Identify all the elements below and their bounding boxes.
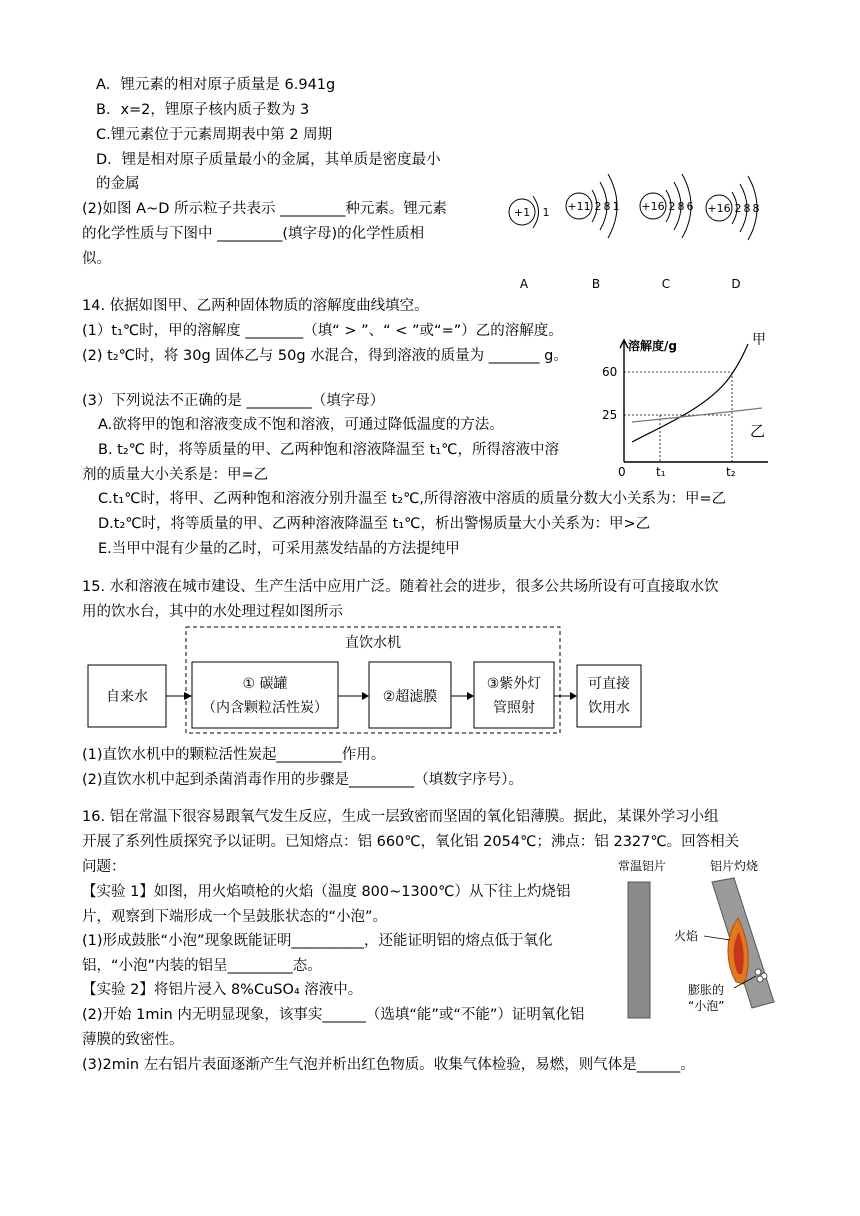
atom-b-nucleus: +11: [567, 200, 591, 213]
fig-label-burning: 铝片灼烧: [710, 859, 759, 873]
atom-b-shell1: 2: [594, 200, 602, 213]
curve-yi: [632, 408, 762, 422]
q13-sub2-line2: 的化学性质与下图中 _________(填字母)的化学性质相: [82, 226, 425, 242]
atom-a-shell1: 1: [542, 206, 550, 219]
q16-exp1-line2: 片，观察到下端形成一个呈鼓胀状态的“小泡”。: [82, 909, 388, 925]
q14-sub2: (2) t₂℃时，将 30g 固体乙与 50g 水混合，得到溶液的质量为 _______ g。: [82, 348, 568, 364]
q14-option-b: B. t₂℃ 时，将等质量的甲、乙两种饱和溶液降温至 t₁℃，所得溶液中溶: [98, 442, 559, 458]
ytick-60: 60: [602, 365, 618, 379]
aluminum-foil-figure: [614, 852, 794, 1032]
atom-c-shell3: 6: [686, 200, 694, 213]
chart-origin: 0: [618, 465, 626, 478]
xtick-t1: t₁: [656, 465, 666, 478]
atom-c-shell2: 8: [677, 200, 685, 213]
atom-a-nucleus: +1: [513, 206, 531, 219]
q16-sub2-line1: (2)开始 1min 内无明显现象，该事实______（选填“能”或“不能”）证明氧化铝: [82, 1007, 585, 1023]
atom-c-label: C: [661, 277, 671, 291]
q16-exp2: 【实验 2】将铝片浸入 8%CuSO₄ 溶液中。: [82, 982, 363, 998]
atom-d-label: D: [731, 277, 741, 291]
flow-step1-title: ① 碳罐: [242, 676, 288, 692]
q14-stem: 14. 依据如图甲、乙两种固体物质的溶解度曲线填空。: [82, 298, 429, 314]
q14-option-d: D.t₂℃时，将等质量的甲、乙两种溶液降温至 t₁℃，析出警惕质量大小关系为：甲>乙: [98, 516, 651, 532]
q14-option-a: A.欲将甲的饱和溶液变成不饱和溶液，可通过降低温度的方法。: [98, 417, 504, 433]
q15-stem-line1: 15. 水和溶液在城市建设、生产生活中应用广泛。随着社会的进步，很多公共场所设有可直接取水饮: [82, 579, 719, 595]
q14-option-c: C.t₁℃时，将甲、乙两种饱和溶液分别升温至 t₂℃,所得溶液中溶质的质量分数大小关系为：甲=乙: [98, 491, 727, 507]
q14-option-e: E.当甲中混有少量的乙时，可采用蒸发结晶的方法提纯甲: [98, 541, 460, 557]
flow-step2: ②超滤膜: [382, 689, 438, 705]
q13-sub2-line3: 似。: [82, 251, 111, 267]
q13-option-a: A．锂元素的相对原子质量是 6.941g: [96, 77, 336, 93]
q13-option-d: D．锂是相对原子质量最小的金属，其单质是密度最小: [96, 152, 441, 168]
q16-sub2-line2: 薄膜的致密性。: [82, 1032, 184, 1048]
q15-stem-line2: 用的饮水台，其中的水处理过程如图所示: [82, 604, 343, 620]
atom-d-shell3: 8: [752, 202, 760, 215]
atom-b-shell2: 8: [603, 200, 611, 213]
fig-label-room-temp: 常温铝片: [618, 859, 667, 873]
solubility-chart: [592, 326, 780, 478]
q16-exp1-line1: 【实验 1】如图，用火焰喷枪的火焰（温度 800~1300℃）从下往上灼烧铝: [82, 884, 571, 900]
atom-a-label: A: [519, 277, 529, 291]
q16-sub1-line1: (1)形成鼓胀“小泡”现象既能证明__________，还能证明铝的熔点低于氧化: [82, 933, 553, 949]
atom-b-label: B: [591, 277, 601, 291]
flow-step3-line1: ③紫外灯: [486, 676, 542, 692]
q13-option-c: C.锂元素位于元素周期表中第 2 周期: [96, 127, 333, 143]
atom-d-nucleus: +16: [707, 202, 731, 215]
xtick-t2: t₂: [726, 465, 736, 478]
flow-end-line1: 可直接: [588, 676, 630, 692]
flow-end-line2: 饮用水: [588, 700, 630, 716]
q13-option-b: B．x=2，锂原子核内质子数为 3: [96, 102, 310, 118]
q16-sub1-line2: 铝，“小泡”内装的铝呈_________态。: [82, 958, 322, 974]
room-temp-foil: [628, 882, 650, 1018]
atom-structure-diagram: [500, 150, 790, 295]
q15-sub1: (1)直饮水机中的颗粒活性炭起_________作用。: [82, 747, 386, 763]
atom-d-shell1: 2: [734, 202, 742, 215]
atom-b-shell3: 1: [612, 200, 620, 213]
fig-label-bubble-line2: “小泡”: [688, 999, 725, 1013]
q16-para-line3: 问题：: [82, 859, 126, 875]
q14-option-b-cont: 剂的质量大小关系是：甲=乙: [82, 467, 269, 483]
fig-label-flame: 火焰: [674, 929, 699, 943]
q15-sub2: (2)直饮水机中起到杀菌消毒作用的步骤是_________（填数字序号）。: [82, 772, 524, 788]
chart-ylabel: 溶解度/g: [628, 339, 677, 353]
q13-sub2-line1: (2)如图 A~D 所示粒子共表示 _________种元素。锂元素: [82, 201, 447, 217]
ytick-25: 25: [602, 408, 618, 422]
q16-para-line2: 开展了系列性质探究予以证明。已知熔点：铝 660℃，氧化铝 2054℃；沸点：铝 2327℃。回答相关: [82, 834, 740, 850]
q16-sub3: (3)2min 左右铝片表面逐渐产生气泡并析出红色物质。收集气体检验，易燃，则气体是______。: [82, 1057, 695, 1073]
flow-step1-desc: （内含颗粒活性炭）: [202, 700, 328, 716]
water-process-flowchart: [84, 626, 644, 736]
atom-c-nucleus: +16: [641, 200, 665, 213]
atom-d-shell2: 8: [743, 202, 751, 215]
curve-jia: [632, 344, 748, 442]
curve-jia-label: 甲: [752, 332, 766, 348]
flow-step3-line2: 管照射: [493, 700, 535, 716]
group-title: 直饮水机: [345, 635, 401, 651]
fig-label-bubble-line1: 膨胀的: [688, 983, 725, 997]
flow-source: 自来水: [106, 689, 148, 705]
q14-sub3: (3）下列说法不正确的是 _________（填字母）: [82, 393, 385, 409]
q16-para-line1: 16. 铝在常温下很容易跟氧气发生反应，生成一层致密而坚固的氧化铝薄膜。据此，某课外学习小组: [82, 809, 719, 825]
q14-sub1: (1）t₁℃时，甲的溶解度 ________（填“ > ”、“ < ”或“=”）乙的溶解度。: [82, 323, 563, 339]
curve-yi-label: 乙: [750, 422, 766, 440]
atom-c-shell1: 2: [668, 200, 676, 213]
q13-option-d-cont: 的金属: [96, 176, 140, 192]
